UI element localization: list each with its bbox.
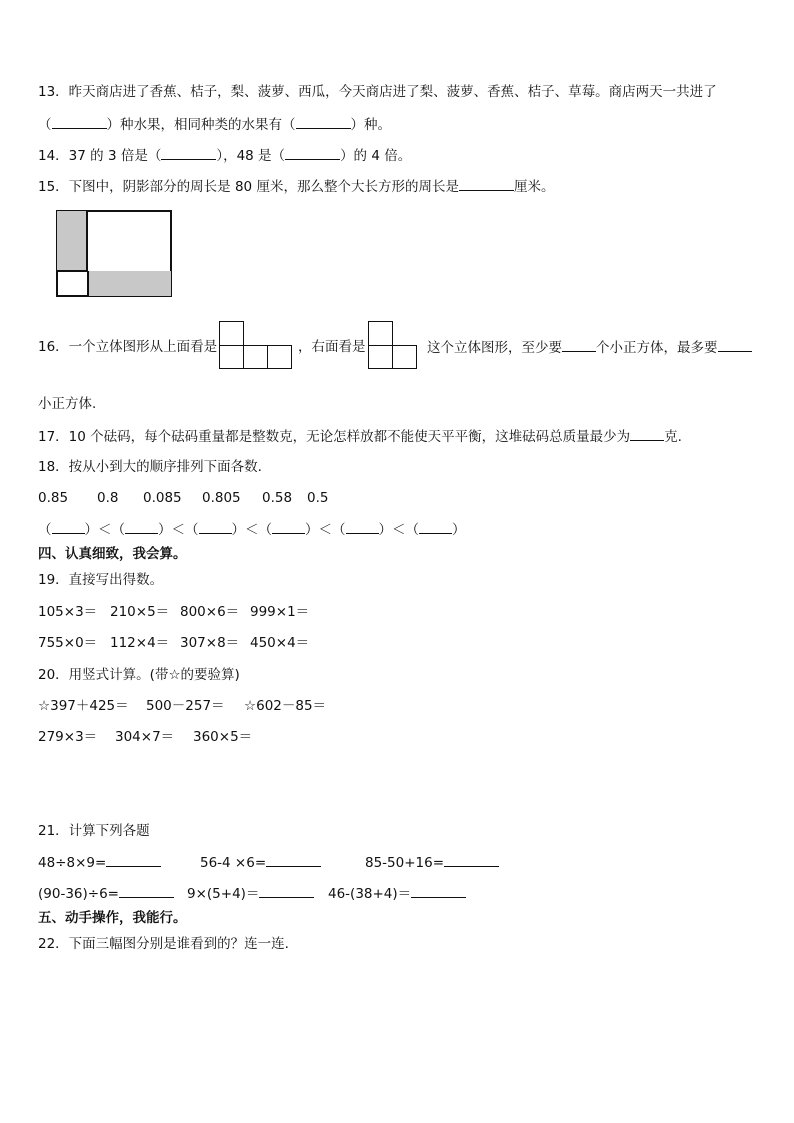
q16-line1: 16．一个立体图形从上面看是 <box>38 339 218 355</box>
q15-blank[interactable] <box>459 177 514 191</box>
q21-item: (90-36)÷6= <box>38 884 174 903</box>
section-4-heading: 四、认真细致，我会算。 <box>38 546 187 562</box>
q20-item: ☆602－85＝ <box>244 698 327 714</box>
q16-blank-min[interactable] <box>562 338 596 352</box>
shaded-bottom-strip <box>87 271 171 296</box>
q21-blank[interactable] <box>266 853 321 867</box>
q19-item: 450×4＝ <box>250 635 310 651</box>
q21-blank[interactable] <box>119 884 174 898</box>
q21-blank[interactable] <box>411 884 466 898</box>
q19-item: 307×8＝ <box>180 635 240 651</box>
q19-item: 800×6＝ <box>180 604 240 620</box>
q19-item: 755×0＝ <box>38 635 98 651</box>
q19-title: 19．直接写出得数。 <box>38 572 164 588</box>
q18-blank[interactable] <box>419 520 452 534</box>
section-5-heading: 五、动手操作，我能行。 <box>38 910 187 926</box>
q18-number: 0.58 <box>262 490 293 506</box>
q21-item: 48÷8×9= <box>38 853 161 872</box>
top-view-square <box>243 345 268 369</box>
shaded-left-strip <box>57 211 88 272</box>
q18-blank[interactable] <box>125 520 158 534</box>
q13-blank-2[interactable] <box>296 115 351 129</box>
q16-blank-max[interactable] <box>718 338 752 352</box>
q18-number: 0.85 <box>38 490 69 506</box>
q21-item: 9×(5+4)＝ <box>187 884 314 903</box>
q13-line1: 13．昨天商店进了香蕉、桔子，梨、菠萝、西瓜，今天商店进了梨、菠萝、香蕉、桔子、草莓。商店两天一共进了 <box>38 84 717 100</box>
q19-item: 112×4＝ <box>110 635 170 651</box>
q19-item: 999×1＝ <box>250 604 310 620</box>
q16-top-view-figure <box>219 321 293 369</box>
q21-item: 85-50+16= <box>365 853 499 872</box>
q21-blank[interactable] <box>444 853 499 867</box>
q14-blank-2[interactable] <box>285 146 340 160</box>
q19-item: 105×3＝ <box>38 604 98 620</box>
q21-blank[interactable] <box>259 884 314 898</box>
q18-blank[interactable] <box>272 520 305 534</box>
q19-item: 210×5＝ <box>110 604 170 620</box>
q21-item: 46-(38+4)＝ <box>328 884 466 903</box>
top-view-square <box>219 321 244 346</box>
q20-title: 20．用竖式计算。(带☆的要验算) <box>38 667 240 683</box>
q20-item: 500－257＝ <box>146 698 225 714</box>
q22-title: 22．下面三幅图分别是谁看到的？连一连. <box>38 936 289 952</box>
q18-number: 0.5 <box>307 490 329 506</box>
q13-line2: （ ）种水果，相同种类的水果有（ ）种。 <box>38 117 391 133</box>
right-view-square <box>368 345 393 369</box>
q18-number: 0.805 <box>202 490 241 506</box>
q18-number: 0.8 <box>97 490 119 506</box>
q18-title: 18．按从小到大的顺序排列下面各数. <box>38 459 262 475</box>
q14-blank-1[interactable] <box>161 146 216 160</box>
q15-rectangle-figure <box>56 210 172 297</box>
q14-line: 14．37 的 3 倍是（ ），48 是（ ）的 4 倍。 <box>38 148 412 164</box>
q16-tail-text: 这个立体图形，至少要 个小正方体，最多要 <box>427 338 752 357</box>
q17-blank[interactable] <box>630 427 664 441</box>
q21-title: 21．计算下列各题 <box>38 823 150 839</box>
q16-line2: 小正方体. <box>38 396 97 412</box>
q13-blank-1[interactable] <box>52 115 107 129</box>
top-view-square <box>267 345 292 369</box>
q21-blank[interactable] <box>106 853 161 867</box>
q20-item: 304×7＝ <box>115 729 175 745</box>
right-view-square <box>368 321 393 346</box>
q21-item: 56-4 ×6= <box>200 853 321 872</box>
q15-line: 15．下图中，阴影部分的周长是 80 厘米，那么整个大长方形的周长是 厘米。 <box>38 179 555 195</box>
q20-item: 279×3＝ <box>38 729 98 745</box>
q18-number: 0.085 <box>143 490 182 506</box>
q20-item: ☆397＋425＝ <box>38 698 129 714</box>
top-view-square <box>219 345 244 369</box>
q18-blank[interactable] <box>346 520 379 534</box>
q16-right-text: ，右面看是 <box>298 339 366 355</box>
q18-blank[interactable] <box>199 520 232 534</box>
q16-right-view-figure <box>368 321 418 369</box>
right-view-square <box>392 345 417 369</box>
q20-item: 360×5＝ <box>193 729 253 745</box>
q18-order-line: （ ）＜（ ）＜（ ）＜（ ）＜（ ）＜（ ） <box>38 522 466 538</box>
q17-line: 17．10 个砝码，每个砝码重量都是整数克，无论怎样放都不能使天平平衡，这堆砝码总质量最少为 克. <box>38 429 682 445</box>
q18-blank[interactable] <box>52 520 85 534</box>
